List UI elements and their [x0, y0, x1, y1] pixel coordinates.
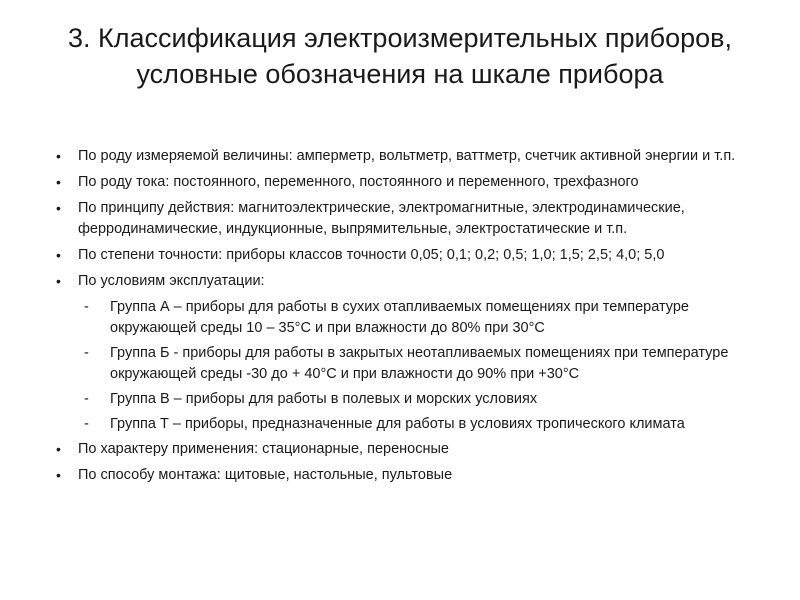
dash-marker: - — [84, 416, 89, 432]
list-item-text: По роду тока: постоянного, переменного, постоянного и переменного, трехфазного — [78, 174, 639, 190]
list-item — [52, 245, 762, 266]
list-item — [52, 172, 762, 193]
list-item — [52, 198, 762, 240]
list-item — [52, 439, 762, 460]
list-item-text: По роду измеряемой величины: амперметр, вольтметр, ваттметр, счетчик активной энергии и т.п. — [78, 148, 736, 164]
list-item — [52, 271, 762, 292]
bullet-marker: • — [56, 247, 61, 263]
bullet-marker: • — [56, 273, 61, 289]
sub-list-item — [52, 343, 762, 385]
bullet-marker: • — [56, 441, 61, 457]
bullet-marker: • — [56, 467, 61, 483]
sub-list-item — [52, 389, 762, 410]
sub-list-item-text: Группа Б - приборы для работы в закрытых неотапливаемых помещениях при температуре окружающей среды -30 до + 40°С и при влажности до 90% при +30°С — [110, 345, 729, 382]
sub-list-item-text: Группа Т – приборы, предназначенные для работы в условиях тропического климата — [110, 416, 685, 432]
dash-marker: - — [84, 345, 89, 361]
list-item-text: По условиям эксплуатации: — [78, 273, 265, 289]
slide-title: 3. Классификация электроизмерительных приборов, условные обозначения на шкале прибора — [68, 23, 732, 89]
list-item — [52, 465, 762, 486]
list-item-text: По характеру применения: стационарные, переносные — [78, 441, 449, 457]
sub-list-item-text: Группа В – приборы для работы в полевых и морских условиях — [110, 391, 538, 407]
sub-list-item — [52, 297, 762, 339]
bullet-marker: • — [56, 174, 61, 190]
dash-marker: - — [84, 299, 89, 315]
dash-marker: - — [84, 391, 89, 407]
sub-list-item-text: Группа А – приборы для работы в сухих отапливаемых помещениях при температуре окружающей среды 10 – 35°С и при влажности до 80% при 30°С — [110, 299, 689, 336]
slide-body — [52, 146, 762, 491]
bullet-marker: • — [56, 200, 61, 216]
list-item-text: По степени точности: приборы классов точности 0,05; 0,1; 0,2; 0,5; 1,0; 1,5; 2,5; 4,0; 5,0 — [78, 247, 665, 263]
list-item — [52, 146, 762, 167]
sub-list-item — [52, 414, 762, 435]
bullet-marker: • — [56, 148, 61, 164]
list-item-text: По способу монтажа: щитовые, настольные, пультовые — [78, 467, 453, 483]
list-item-text: По принципу действия: магнитоэлектрические, электромагнитные, электродинамические, ферродинамические, индукционные, выпрямительные, электростатические и т.п. — [78, 200, 685, 237]
